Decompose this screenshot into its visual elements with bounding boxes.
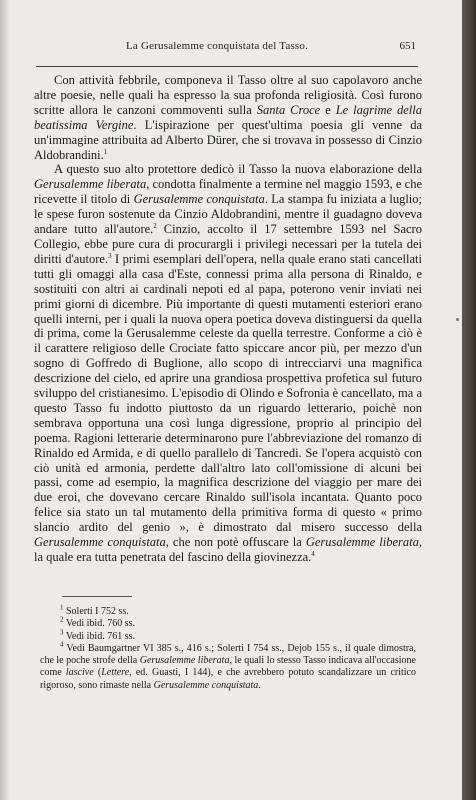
margin-speck	[456, 318, 459, 321]
italic-title: Santa Croce	[256, 102, 321, 117]
footnote-text: , le quali lo stesso Tasso indicava all'occasione come	[40, 655, 416, 679]
footnote-number: 1	[60, 603, 64, 612]
footnote-number: 3	[60, 628, 64, 637]
italic-title: Gerusalemme conquistata	[34, 535, 166, 550]
gutter-shadow	[0, 0, 10, 800]
italic-title: Gerusalemme liberata	[139, 655, 230, 667]
footnote-ref: 3	[108, 251, 112, 260]
footnote-ref: 2	[153, 221, 157, 230]
text-run: Con attività febbrile, componeva il Tasso oltre al suo capolavoro anche altre poesie, nelle quali ha espresso la sua profonda religiosità. Così furono scritte allora le canzoni commoventi sulla	[34, 73, 422, 117]
footnote-1	[40, 603, 416, 618]
italic-title: Lettere	[101, 667, 130, 679]
page-number: 651	[399, 40, 416, 52]
footnote-2	[40, 615, 416, 630]
footnote-4	[40, 640, 416, 692]
text-run: e	[320, 102, 336, 117]
text-run: A questo suo alto protettore dedicò il Tasso la nuova elaborazione della	[54, 162, 422, 177]
footnote-text: .	[258, 679, 261, 691]
italic-title: Gerusalemme liberata	[305, 535, 419, 550]
body-text	[34, 73, 422, 565]
italic-word: lascive	[65, 667, 94, 679]
footnote-text: Solerti I 752 ss.	[63, 606, 129, 617]
footnote-ref: 1	[103, 147, 108, 156]
text-run: , condotta finalmente a termine nel maggio 1593, e che ricevette il titolo di	[34, 177, 422, 207]
text-run: I primi esemplari dell'opera, nella quale erano stati cancellati tutti gli omaggi alla casa d'Este, connessi prima alla persona di Rinaldo, e sostituiti con altri ai cardinali nepoti ed al papa, poterono venir inviati nei primi giorni di dicembre. Più importante di questi mutamenti esteriori erano quelli interni, per i quali la nuova opera poetica doveva distinguersi da quella di prima, come la Gerusalemme celeste da quella terrestre. Conforme a ciò è il carattere religioso delle Crociate fatto spiccare ancor più, per mezzo d'un sogno di Goffredo di Buglione, allo scopo di intrecciarvi una magnifica descrizione del cielo, ed aprire una grandiosa prospettiva profetica sul futuro sviluppo del cristianesimo. L'episodio di Olindo e Sofronia è cancellato, ma a questo Tasso fu indotto piuttosto da un riguardo letterario, poichè non sembrava opportuna una così lunga digressione, proprio al principio del poema. Ragioni letterarie determinarono pure l'abbreviazione del romanzo di Rinaldo ed Armida, e di quello parallelo di Tancredi. Se l'opera acquistò con ciò unità ed armonia, perdette dall'altro lato coll'omissione di alcuni bei passi, come ad esempio, la magnifica descrizione del viaggio per mare dei due eroi, che dovevano cercare Rinaldo sull'isola incantata. Quanto poco felice sia stato un tal mutamento della primitiva forma di questo « primo slancio ardito del genio », è dimostrato dal misero successo della	[34, 251, 422, 535]
footnote-text: Vedi ibid. 760 ss.	[63, 618, 135, 630]
footnote-text: Vedi Baumgartner VI 385 s., 416 s.; Solerti I 754 ss., Dejob 155 s., il quale dimostra, che le poche strofe della	[40, 642, 416, 667]
italic-title: Le lagrime della beatissima Vergine	[34, 102, 422, 132]
footnote-3	[40, 628, 416, 643]
text-run: , che non potè offuscare la	[165, 535, 306, 550]
footnote-rule	[62, 596, 132, 597]
italic-title: Gerusalemme conquistata	[133, 192, 265, 207]
text-run: , la quale era tutta penetrata del fascino della giovinezza.	[34, 535, 422, 564]
running-head-title: La Gerusalemme conquistata del Tasso.	[126, 40, 309, 52]
footnote-number: 2	[60, 615, 64, 624]
footnote-text: Vedi ibid. 761 ss.	[63, 630, 135, 642]
footnote-text: (	[93, 667, 102, 679]
footnote-ref: 4	[311, 549, 315, 558]
footnote-number: 4	[60, 640, 64, 649]
footnote-text: , ed. Guasti, I 144), e che avrebbero potuto scandalizzare un critico rigoroso, sono rimaste nella	[40, 667, 416, 691]
paragraph-1	[34, 73, 422, 162]
text-run: . L'ispirazione per quest'ultima poesia gli venne da un'immagine attribuita ad Alberto Dürer, che si trovava in possesso di Cinzio Aldobrandini.	[34, 117, 422, 162]
header-rule	[36, 66, 418, 67]
text-run: . La stampa fu iniziata a luglio; le spese furon sostenute da Cinzio Aldobrandini, mentre il guadagno doveva andare tutto all'autore.	[34, 192, 423, 237]
text-run: Cinzio, accolto il 17 settembre 1593 nel Sacro Collegio, ebbe pure cura di procurargli i privilegi necessari per la tutela dei diritti d'autore.	[34, 222, 422, 266]
footnotes	[40, 603, 416, 692]
paragraph-2	[34, 162, 422, 564]
scan-edge	[462, 0, 476, 800]
italic-title: Gerusalemme liberata	[34, 177, 147, 192]
italic-title: Gerusalemme conquistata	[153, 679, 259, 691]
